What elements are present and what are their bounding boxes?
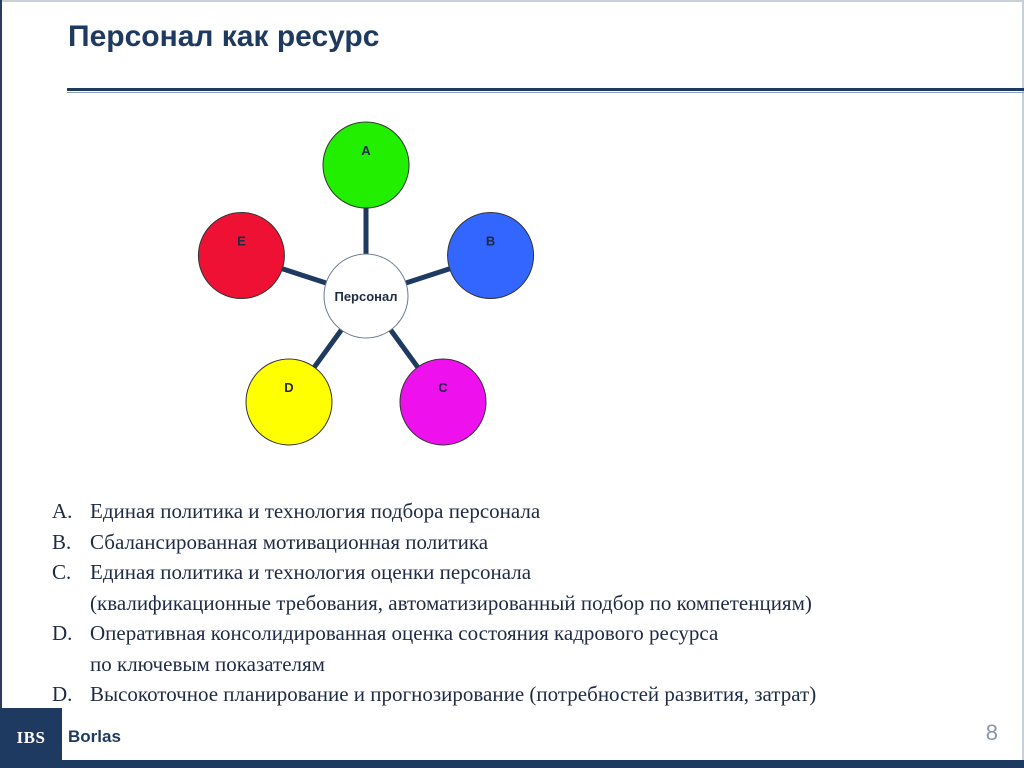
node-label-b: B	[485, 233, 496, 249]
legend-letter: B.	[52, 529, 72, 554]
node-circle-a	[323, 122, 409, 208]
legend-text-continued: по ключевым показателям	[90, 651, 325, 676]
legend-text: Высокоточное планирование и прогнозирование (потребностей развития, затрат)	[90, 682, 817, 706]
connector-c	[391, 330, 418, 367]
node-circle-d	[246, 359, 332, 445]
legend-text: Сбалансированная мотивационная политика	[90, 529, 489, 554]
personnel-diagram	[190, 120, 550, 450]
logo-text: IBS	[16, 728, 46, 747]
legend-item-d2	[52, 679, 1012, 710]
node-circle-e	[198, 213, 284, 299]
node-circle-b	[448, 213, 534, 299]
node-label-d: D	[284, 379, 294, 395]
node-label-a: A	[361, 143, 371, 158]
connector-e	[282, 269, 326, 283]
slide-frame-left	[0, 0, 2, 768]
slide-frame-top	[0, 0, 1024, 2]
legend-item-c	[52, 557, 1012, 618]
legend-letter: D.	[52, 621, 73, 645]
legend-item-d	[52, 618, 1012, 679]
legend-item-a	[52, 496, 1012, 527]
legend-text: Единая политика и технология оценки персонала	[90, 560, 532, 584]
legend-text: Единая политика и технология подбора персонала	[90, 499, 541, 523]
title-underline	[67, 88, 1024, 91]
ibs-logo	[0, 708, 62, 768]
page-number: 8	[985, 720, 998, 745]
legend-text: Оперативная консолидированная оценка состояния кадрового ресурса	[90, 621, 719, 645]
slide-title: Персонал как ресурс	[68, 20, 380, 53]
node-label-c: C	[438, 379, 448, 395]
legend-list	[52, 496, 1012, 710]
node-label-e: E	[237, 233, 246, 249]
legend-item-b	[52, 527, 1012, 558]
connector-d	[314, 330, 341, 367]
legend-letter: A.	[52, 499, 73, 523]
title-underline-thin	[67, 92, 1024, 93]
company-name: Borlas	[68, 727, 121, 746]
legend-letter: C.	[52, 560, 72, 584]
footer-bar	[62, 760, 1024, 768]
legend-text-continued: (квалификационные требования, автоматизированный подбор по компетенциям)	[90, 590, 812, 615]
connector-b	[406, 269, 450, 283]
legend-letter: D.	[52, 682, 73, 706]
center-label: Персонал	[334, 289, 398, 304]
node-circle-c	[400, 359, 486, 445]
